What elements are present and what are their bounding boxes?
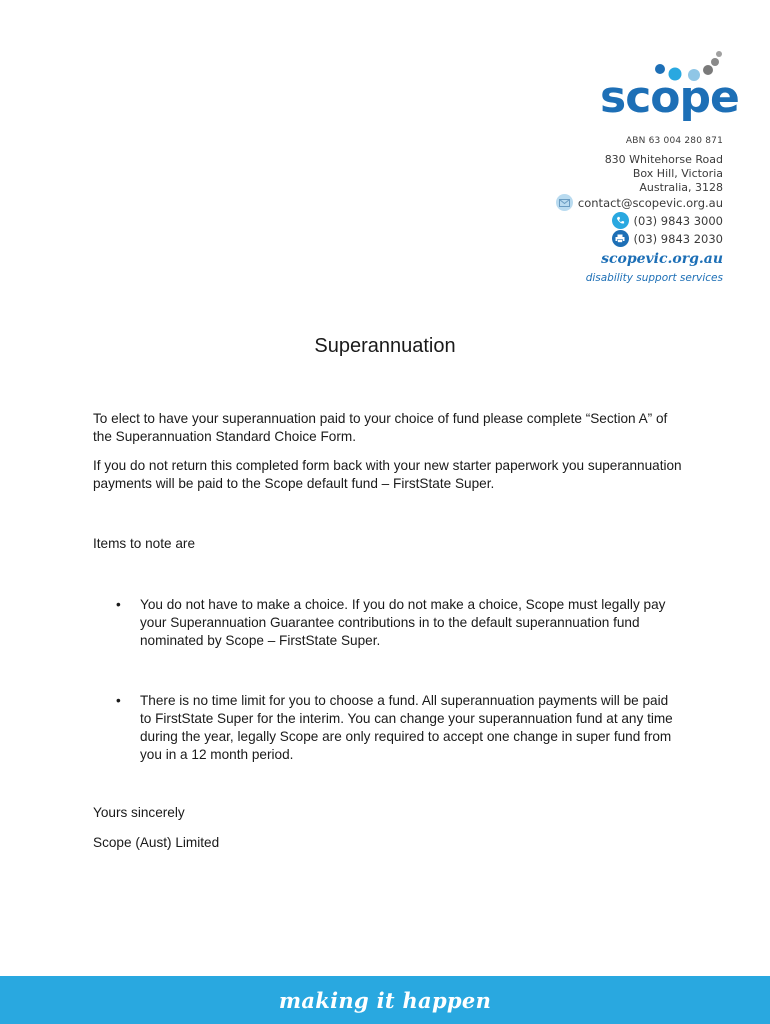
footer-banner: [0, 976, 770, 1024]
printer-icon: [612, 230, 629, 247]
phone-number: (03) 9843 3000: [633, 213, 723, 228]
closing-salutation: Yours sincerely: [93, 805, 185, 820]
logo-wordmark: scope: [600, 72, 739, 123]
fax-number: (03) 9843 2030: [633, 231, 723, 246]
scope-logo: [600, 48, 739, 126]
phone-icon: [612, 212, 629, 229]
list-item-text: There is no time limit for you to choose a fund. All superannuation payments will be paid to FirstState Super for the interim. You can change your superannuation fund at any time during the year, legally Scope are only required to accept one change in super fund from you in a 12 month period.: [140, 693, 673, 762]
list-item-text: You do not have to make a choice. If you do not make a choice, Scope must legally pay your Superannuation Guarantee contributions in to the default superannuation fund nominated by Scope – FirstState Super.: [140, 597, 666, 648]
email-link[interactable]: contact@scopevic.org.au: [577, 195, 723, 210]
website-link[interactable]: scopevic.org.au: [601, 251, 723, 267]
address-block: [605, 135, 723, 195]
phone-line: [612, 212, 723, 229]
paragraph-default-fund: If you do not return this completed form back with your new starter paperwork you superannuation payments will be paid to the Scope default fund – FirstState Super.: [93, 458, 682, 491]
signatory: Scope (Aust) Limited: [93, 835, 220, 850]
bullet-icon: •: [116, 597, 121, 612]
paragraph-section-a: To elect to have your superannuation paid to your choice of fund please complete “Section A” of the Superannuation Standard Choice Form.: [93, 411, 668, 444]
abn: ABN 63 004 280 871: [625, 136, 723, 146]
document-title: Superannuation: [314, 335, 456, 357]
fax-line: [612, 230, 723, 247]
tagline: disability support services: [585, 272, 723, 284]
email-line: [556, 194, 723, 211]
address-line-1: 830 Whitehorse Road: [604, 153, 723, 166]
address-line-3: Australia, 3128: [639, 181, 723, 194]
footer-slogan: making it happen: [278, 987, 492, 1013]
bullet-icon: •: [116, 693, 121, 708]
envelope-icon: [556, 194, 573, 211]
address-line-2: Box Hill, Victoria: [632, 167, 723, 180]
paragraph-items-intro: Items to note are: [93, 536, 196, 551]
